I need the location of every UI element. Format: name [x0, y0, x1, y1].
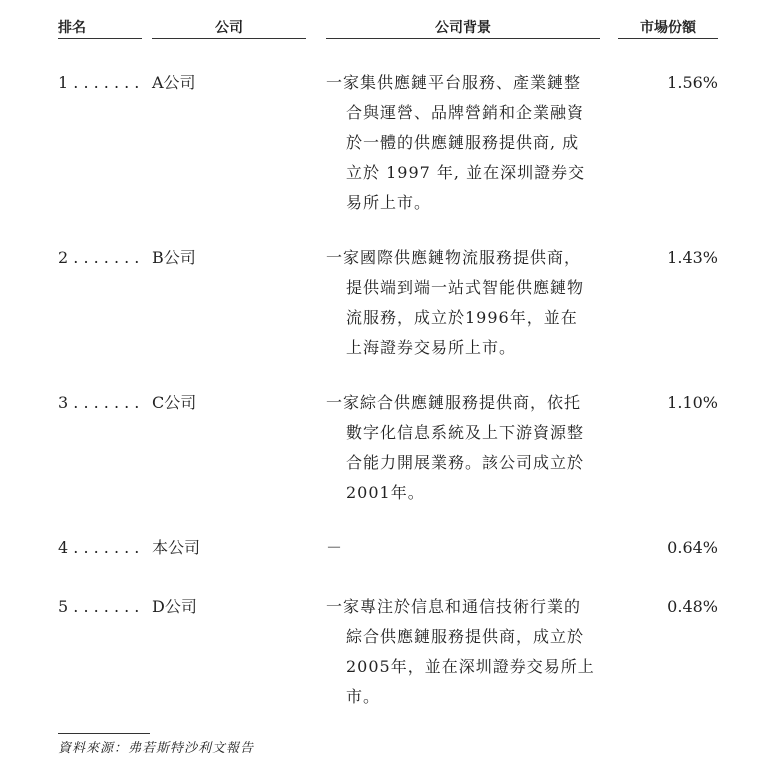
background-line: 數字化信息系統及上下游資源整 [346, 423, 585, 442]
row-company: 本公司 [152, 538, 201, 557]
header-rank: 排名 [58, 18, 142, 39]
row-market-share: 0.64% [667, 538, 718, 557]
row-background [326, 68, 616, 218]
background-line: 綜合供應鏈服務提供商，成立於 [346, 627, 585, 646]
background-line: 一家國際供應鏈物流服務提供商， [326, 248, 582, 267]
header-company: 公司 [152, 18, 306, 39]
row-market-share: 1.56% [667, 73, 718, 92]
row-market-share: 0.48% [667, 597, 718, 616]
row-rank: 5 . . . . . . . [58, 597, 140, 616]
background-line: 一家集供應鏈平台服務、產業鏈整 [326, 73, 582, 92]
background-line: 2001年。 [346, 483, 425, 502]
row-company: B公司 [152, 248, 196, 267]
row-rank: 3 . . . . . . . [58, 393, 140, 412]
background-line: 合能力開展業務。該公司成立於 [346, 453, 585, 472]
row-company: A公司 [152, 73, 196, 92]
row-background [326, 533, 616, 563]
background-line: 市。 [346, 687, 381, 706]
row-rank: 4 . . . . . . . [58, 538, 140, 557]
background-line: 上海證券交易所上市。 [346, 338, 517, 357]
header-background: 公司背景 [326, 18, 600, 39]
background-line: 2005年，並在深圳證券交易所上 [346, 657, 595, 676]
table-header [0, 18, 781, 42]
row-market-share: 1.43% [667, 248, 718, 267]
header-market-share: 市場份額 [618, 18, 718, 39]
background-line: 提供端到端一站式智能供應鏈物 [346, 278, 585, 297]
source-note: 資料來源：弗若斯特沙利文報告 [58, 741, 255, 756]
background-line: 合與運營、品牌營銷和企業融資 [346, 103, 585, 122]
row-company: D公司 [152, 597, 197, 616]
row-rank: 2 . . . . . . . [58, 248, 140, 267]
background-line: 於一體的供應鏈服務提供商, 成 [346, 133, 580, 152]
background-line: 立於 1997 年, 並在深圳證券交 [346, 163, 586, 182]
background-line: 一家綜合供應鏈服務提供商，依托 [326, 393, 582, 412]
row-background [326, 243, 616, 363]
row-company: C公司 [152, 393, 197, 412]
background-line: － [326, 538, 344, 557]
row-rank: 1 . . . . . . . [58, 73, 140, 92]
background-line: 流服務，成立於1996年，並在 [346, 308, 578, 327]
row-market-share: 1.10% [667, 393, 718, 412]
background-line: 一家專注於信息和通信技術行業的 [326, 597, 582, 616]
row-background [326, 388, 616, 508]
row-background [326, 592, 616, 712]
source-divider [58, 733, 150, 734]
background-line: 易所上市。 [346, 193, 432, 212]
